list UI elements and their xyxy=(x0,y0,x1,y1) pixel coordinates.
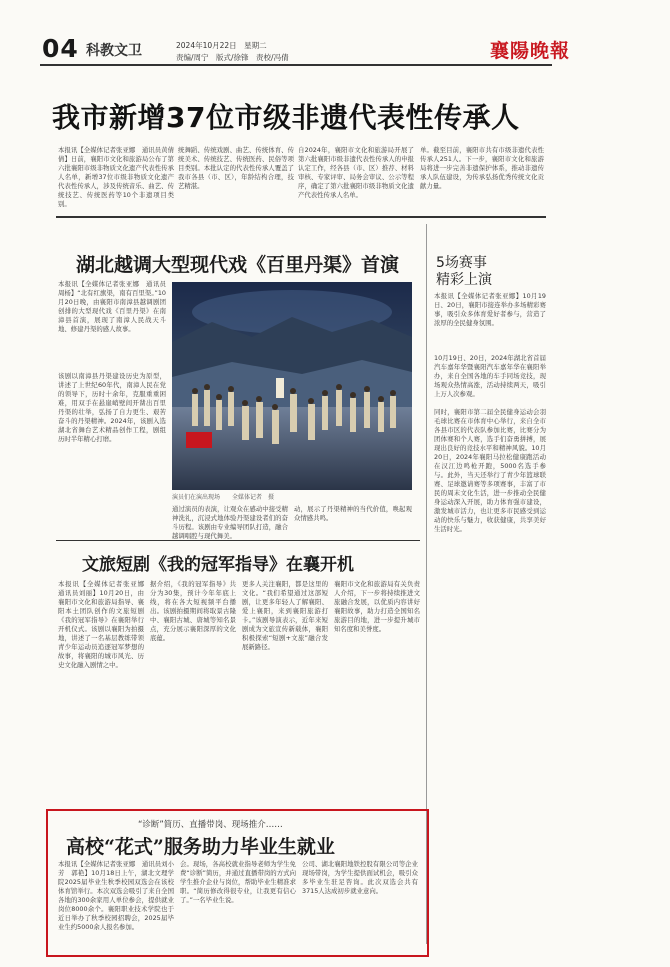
stage-photo xyxy=(172,282,412,490)
story2-column-3: 更多人关注襄阳，都是这里的文化。“我们希望通过这部短剧，让更多年轻人了解襄阳、爱上襄阳，来到襄阳旅游打卡。”该剧导演表示，近年来短剧成为文旅宣传新载体，襄阳积极探索“短剧+文旅”融合发展新路径。 xyxy=(242,580,328,651)
story3-column-2: 会。现场，各高校就业指导老师为学生免费“诊断”简历，并通过直播带岗的方式向学生推介企业与岗位，帮助毕业生精准求职。“简历修改得很专业，让我更有信心了。”一名毕业生说。 xyxy=(180,860,296,904)
editors-line: 责编/周宁 版式/徐锋 责校/冯倩 xyxy=(176,53,289,62)
masthead-logo: 襄陽晚報 xyxy=(490,40,571,62)
story1-column-1b: 该剧以南漳县丹渠建设历史为原型，讲述了上世纪60年代，南漳人民在党的领导下，历时十余年，克服重重困难，用双手在悬崖峭壁间开凿出百里丹渠的壮举，弘扬了自力更生、艰苦奋斗的丹渠精神。2024年，该剧入选湖北省舞台艺术精品创作工程，剧组历时半年精心打磨。 xyxy=(58,372,166,443)
header-rule xyxy=(40,64,552,66)
story3-headline: 高校“花式”服务助力毕业生就业 xyxy=(66,836,335,858)
sidebar-body-2: 10月19日、20日，2024年湖北省首届汽车嘉年华暨襄阳汽车嘉年华在襄阳举办，来自全国各地的车手同场竞技，现场观众热情高涨，活动持续两天，吸引上万人次参观。 xyxy=(434,354,546,398)
story3-column-3: 公司、湖北襄阳地铁控股有限公司等企业现场带岗，为学生提供面试机会，吸引众多毕业生驻足咨询。此次双选会共有3715人达成初步就业意向。 xyxy=(302,860,418,895)
story1-headline: 湖北越调大型现代戏《百里丹渠》首演 xyxy=(76,254,400,276)
story1-column-1a: 本报讯【全媒体记者张亚娜 通讯员周杨】“北有红旗渠，南有百里渠。”10月20日晚，由襄阳市南漳县越调剧团创排的大型现代戏《百里丹渠》在南漳县首演，展现了南漳人民战天斗地、修建丹渠的感人故事。 xyxy=(58,280,166,333)
story3-kicker: “诊断”简历、直播带岗、现场推介…… xyxy=(138,820,283,830)
section-name: 科教文卫 xyxy=(86,43,142,59)
story1-column-2: 通过演员的表演，让观众在感动中接受精神洗礼，沉浸式地体验丹渠建设者们的奋斗历程。该剧由专业编导团队打造，融合越调唱腔与现代舞美。 xyxy=(172,505,288,540)
story3-column-1: 本报讯【全媒体记者张亚娜 通讯员刘小芳 郭艳】10月18日上午，湖北文理学院2025届毕业生秋季校园双选会在该校体育馆举行。本次双选会吸引了来自全国各地的300余家用人单位参会，提供就业岗位8000余个。襄阳职业技术学院也于近日举办了秋季校园招聘会，2025届毕业生约5000余人报名参加。 xyxy=(58,860,174,931)
story2-column-1: 本报讯【全媒体记者张亚娜 通讯员刘丽】10月20日，由襄阳市文化和旅游局指导、襄阳本土团队创作的文旅短剧《我的冠军指导》在襄阳举行开机仪式。该剧以襄阳为拍摄地，讲述了一名基层教练带领青少年运动员追逐冠军梦想的故事，将襄阳的城市风光、历史文化融入剧情之中。 xyxy=(58,580,151,669)
sidebar-title-line2: 精彩上演 xyxy=(436,272,492,288)
lead-column-4: 单。截至目前，襄阳市共有市级非遗代表性传承人251人。下一步，襄阳市文化和旅游局将进一步完善非遗保护体系，推动非遗传承人队伍建设，为传承弘扬优秀传统文化贡献力量。 xyxy=(420,146,544,190)
story1-bottom-rule xyxy=(56,540,420,541)
story2-headline: 文旅短剧《我的冠军指导》在襄开机 xyxy=(82,555,354,575)
sidebar-body-1: 本报讯【全媒体记者张亚娜】10月19日、20日，襄阳市接连举办多场精彩赛事，吸引众多体育爱好者参与，营造了浓厚的全民健身氛围。 xyxy=(434,292,546,327)
story2-column-2: 据介绍，《我的冠军指导》共分为30集，预计今年年底上线，将在各大短视频平台播出。该剧拍摄期间将取景古隆中、襄阳古城、唐城等知名景点，充分展示襄阳深厚的文化底蕴。 xyxy=(150,580,236,642)
page-number: 04 xyxy=(42,34,79,63)
sidebar-body-3: 同时，襄阳市第二届全民健身运动会羽毛球比赛在市体育中心举行，来自全市各县市区的代表队参加比赛，比赛分为团体赛和个人赛，选手们奋勇拼搏，展现出良好的竞技水平和精神风貌。10月20日，2024年襄阳马拉松健康跑活动在汉江边鸣枪开跑，5000名选手参与。此外，当天还举行了青少年篮球联赛、足球邀请赛等多项赛事，丰富了市民的周末文化生活，进一步推动全民健身运动深入开展，助力体育强市建设，激发城市活力，也让更多市民感受到运动的快乐与魅力，收获健康，共享美好生活时光。 xyxy=(434,408,546,533)
lead-column-3: 自2024年，襄阳市文化和旅游局开展了第六批襄阳市级非遗代表性传承人的申报认定工作，经各县（市、区）推荐、材料审核、专家评审、局务会审议、公示等程序，确定了第六批襄阳市级非物质文化遗产代表性传承人名单。 xyxy=(298,146,414,199)
sidebar-title-line1: 5场赛事 xyxy=(436,255,487,271)
lead-column-2: 统舞蹈、传统戏剧、曲艺、传统体育、传统美术、传统技艺、传统医药、民俗等项目类别。本批认定的代表性传承人覆盖了我市各县（市、区），年龄结构合理，技艺精湛。 xyxy=(178,146,294,190)
story1-column-3: 动，展示了丹渠精神的当代价值，唤起观众情感共鸣。 xyxy=(294,505,412,522)
lead-column-1: 本报讯【全媒体记者张亚娜 通讯员黄倩倩】日前，襄阳市文化和旅游局公布了第六批襄阳市级非物质文化遗产代表性传承人名单，新增37位市级非物质文化遗产代表性传承人，涉及传统音乐、曲艺、传统技艺、传统医药等10个非遗项目类别。 xyxy=(58,146,174,208)
date-line: 2024年10月22日 星期二 xyxy=(176,41,267,50)
story2-column-4: 襄阳市文化和旅游局有关负责人介绍，下一步将持续推进文旅融合发展，以优质内容讲好襄阳故事，助力打造全国知名旅游目的地，进一步提升城市知名度和美誉度。 xyxy=(334,580,420,633)
stage-photo-graphic xyxy=(172,282,412,490)
lead-bottom-rule xyxy=(56,216,546,218)
photo-caption: 演员们在演出现场 全媒体记者 摄 xyxy=(172,494,275,501)
lead-headline: 我市新增37位市级非遗代表性传承人 xyxy=(52,101,520,134)
